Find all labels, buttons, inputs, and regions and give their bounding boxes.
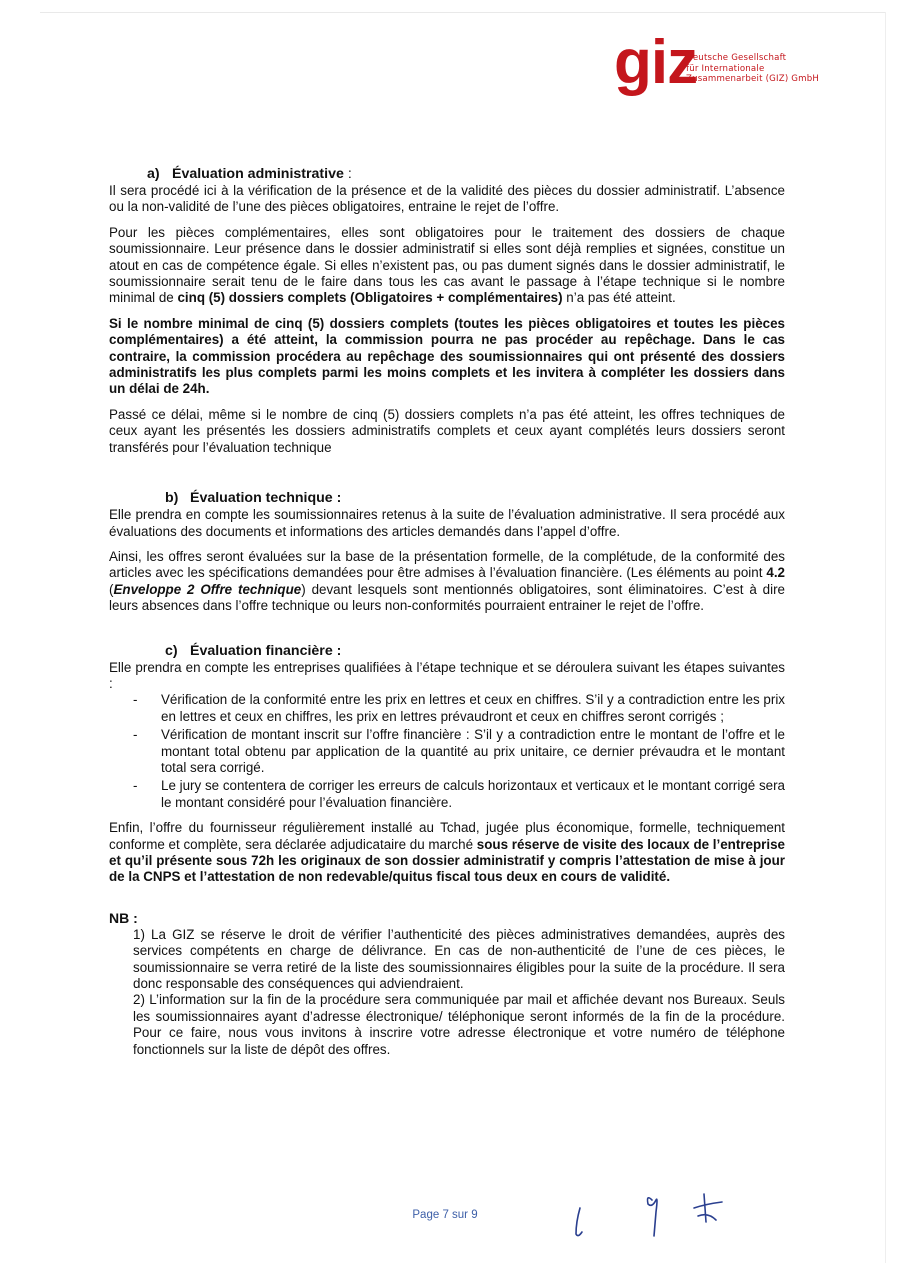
initial-mark-3 [694,1194,722,1222]
section-a-p2-end: n’a pas été atteint. [562,290,676,306]
dash-bullet: - [133,727,138,743]
section-a-title: Évaluation administrative [172,166,344,182]
section-c-final-text: Enfin, l’offre du fournisseur régulièrement installé au Tchad, jugée plus économique, formelle, techniquement conforme et complète, sera déclarée adjudicataire du marché [109,820,785,852]
logo-line-2: für Internationale [686,63,765,74]
section-a-letter: a) [147,166,160,182]
section-b-letter: b) [165,490,179,507]
section-b-p2-text: Ainsi, les offres seront évaluées sur la base de la présentation formelle, de la complétude, de la conformité des articles avec les spécifications demandées pour être admises à l’évaluation financière. (Les éléments au point [109,548,785,581]
section-b-p2-end: ) devant lesquels sont mentionnés obligatoires, sont éliminatoires. C’est à dire leurs absences dans l’offre technique ou leurs non-conformités pourraient entrainer le rejet de l’offre. [109,581,785,614]
section-b-paragraph-1: Elle prendra en compte les soumissionnaires retenus à la suite de l’évaluation administrative. Il sera procédé aux évaluations des documents et informations des articles demandés dans l’appel d’offre. [109,507,785,539]
section-a-paragraph-3: Si le nombre minimal de cinq (5) dossiers complets (toutes les pièces obligatoires et toutes les pièces complémentaires) a été atteint, la commission pourra ne pas procéder au repêchage. Dans le cas contraire, la commission procédera au repêchage des soumissionnaires qui ont présenté des dossiers administratifs les plus complets parmi les moins complets et les invitera à compléter les dossiers dans un délai de 24h. [109,315,785,397]
section-a-p2-bold: cinq (5) dossiers complets (Obligatoires + complémentaires) [177,290,563,306]
section-a-paragraph-2 [109,225,785,307]
list-item [109,727,785,776]
section-b-paragraph-2 [109,549,785,615]
section-b-title: Évaluation technique : [190,490,342,507]
section-c-letter: c) [165,642,178,659]
giz-logo-text [686,53,846,85]
section-c-steps-list [109,692,785,811]
list-item-text: Vérification de montant inscrit sur l’offre financière : S’il y a contradiction entre le montant de l’offre et le montant total obtenu par application de la quantité au prix unitaire, ce dernier prévaudra et le montant total sera corrigé. [161,727,785,775]
page-number: Page 7 sur 9 [412,1209,478,1221]
page-edge-top [40,12,886,13]
section-a-heading [109,166,785,183]
section-b-p2-bold: 4.2 [766,565,785,581]
dash-bullet: - [133,778,138,794]
logo-line-3: Zusammenarbeit (GIZ) GmbH [686,74,820,84]
page-edge-right [885,12,886,1263]
section-c-title: Évaluation financière : [190,642,342,659]
section-b-p2-mid: ( [109,581,114,597]
section-c-final-paragraph [109,820,785,886]
nb-item-1: 1) La GIZ se réserve le droit de vérifier l’authenticité des pièces administratives demandées, auprès des services compétents en charge de délivrance. En cas de non-authenticité de l’une de ces pièces, le soumissionnaire se verra retiré de la liste des soumissionnaires éligibles pour la suite de la procédure. Il sera donc responsable des conséquences qui adviendraient. [133,926,785,992]
section-c-intro: Elle prendra en compte les entreprises qualifiées à l’étape technique et se déroulera suivant les étapes suivantes : [109,659,785,691]
section-b-heading [109,490,785,507]
section-a-p2-text: Pour les pièces complémentaires, elles sont obligatoires pour le traitement des dossiers de chaque soumissionnaire. Leur présence dans le dossier administratif si elles sont déjà remplies et signées, constitue un atout en cas de compétence égale. Si elles n’existent pas, ou pas dument signés dans le dossier administratif, le soumissionnaire serait tenu de le faire dans tous les cas avant le passage à l’étape technique si le nombre minimal de [109,224,785,306]
list-item-text: Le jury se contentera de corriger les erreurs de calculs horizontaux et verticaux et le montant corrigé sera le montant considéré pour l’évaluation financière. [161,778,785,810]
initial-mark-1 [576,1208,582,1236]
section-b-p2-bolditalic: Enveloppe 2 Offre technique [113,581,302,597]
list-item [109,692,785,725]
initial-mark-2 [648,1198,658,1236]
list-item [109,778,785,811]
nb-item-2: 2) L’information sur la fin de la procédure sera communiquée par mail et affichée devant nos Bureaux. Seuls les soumissionnaires ayant d’adresse électronique/ téléphonique seront informés de la fin de la procédure. Pour ce faire, nous vous invitons à inscrire votre adresse électronique et votre numéro de téléphone fonctionnels sur la liste de dépôt des offres. [133,992,785,1057]
document-body [109,166,785,1058]
section-a-paragraph-1: Il sera procédé ici à la vérification de la présence et de la validité des pièces du dossier administratif. L’absence ou la non-validité de l’une des pièces obligatoires, entraine le rejet de l’offre. [109,183,785,215]
handwritten-initials [566,1186,736,1246]
list-item-text: Vérification de la conformité entre les prix en lettres et ceux en chiffres. S’il y a contradiction entre les prix en lettres et ceux en chiffres, les prix en lettres prévaudront et ceux en chiffres seront corrigés ; [161,692,785,724]
logo-line-1: Deutsche Gesellschaft [686,53,787,63]
dash-bullet: - [133,692,138,708]
nb-title: NB : [109,909,138,926]
section-a-paragraph-4: Passé ce délai, même si le nombre de cinq (5) dossiers complets n’a pas été atteint, les offres techniques de ceux ayant les présentés les dossiers administratifs complets et ceux ayant complétés leurs dossiers seront transférés pour l’évaluation technique [109,406,785,455]
giz-logo-mark: giz [614,28,698,97]
section-a-title-suffix: : [343,166,352,182]
section-c-heading [109,643,785,660]
section-c-final-bold: sous réserve de visite des locaux de l’entreprise et qu’il présente sous 72h les originaux de son dossier administratif y compris l’attestation de mise à jour de la CNPS et l’attestation de non redevable/quitus fiscal tous deux en cours de validité. [109,836,785,885]
